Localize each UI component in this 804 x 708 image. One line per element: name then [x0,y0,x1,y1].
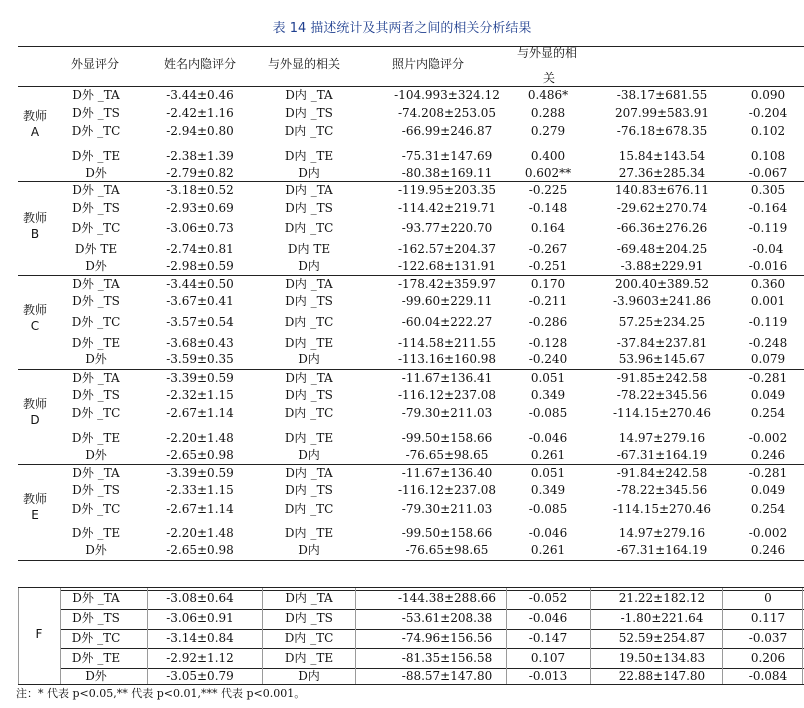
name-implicit-cell: -3.08±0.64 [166,591,234,605]
correlation-2-cell: -0.016 [748,259,788,273]
photo-score-cell: -78.22±345.56 [616,483,708,497]
group-separator [18,181,804,182]
correlation-2-cell: 0.206 [750,651,786,665]
photo-implicit-cell: -74.96±156.56 [401,631,493,645]
photo-implicit-cell: -99.60±229.11 [401,294,493,308]
correlation-1-cell: -0.052 [528,591,568,605]
explicit-cell: D外 _TA [72,183,120,197]
group-label: 教师 D [22,397,47,427]
correlation-2-cell: 0.001 [750,294,786,308]
row-separator-light [60,609,804,610]
implicit-label-cell: D内 _TC [284,502,334,516]
correlation-2-cell: -0.281 [748,371,788,385]
correlation-2-cell: -0.248 [748,336,788,350]
implicit-label-cell: D内 _TA [285,88,333,102]
name-implicit-cell: -2.32±1.15 [166,388,234,402]
implicit-label-cell: D内 TE [287,242,331,256]
photo-implicit-cell: -79.30±211.03 [401,502,493,516]
photo-score-cell: -91.84±242.58 [616,466,708,480]
correlation-1-cell: -0.046 [528,526,568,540]
photo-implicit-cell: -79.30±211.03 [401,406,493,420]
name-implicit-cell: -3.06±0.91 [166,611,234,625]
header-photo-implicit-score: 照片内隐评分 [392,57,465,71]
name-implicit-cell: -3.06±0.73 [166,221,234,235]
header-explicit-score: 外显评分 [71,57,120,71]
photo-implicit-cell: -119.95±203.35 [397,183,497,197]
name-implicit-cell: -2.42±1.16 [166,106,234,120]
photo-score-cell: -114.15±270.46 [612,502,712,516]
implicit-label-cell: D内 _TS [285,388,333,402]
correlation-2-cell: 0.108 [750,149,786,163]
name-implicit-cell: -2.65±0.98 [166,448,234,462]
name-implicit-cell: -2.98±0.59 [166,259,234,273]
name-implicit-cell: -2.67±1.14 [166,406,234,420]
photo-score-cell: 14.97±279.16 [618,431,706,445]
explicit-cell: D外 [85,669,107,683]
name-implicit-cell: -2.20±1.48 [166,526,234,540]
explicit-cell: D外 _TS [72,611,120,625]
photo-score-cell: -69.48±204.25 [616,242,708,256]
photo-score-cell: -3.9603±241.86 [612,294,712,308]
correlation-2-cell: -0.119 [748,315,788,329]
correlation-1-cell: -0.085 [528,502,568,516]
photo-score-cell: -114.15±270.46 [612,406,712,420]
photo-score-cell: -3.88±229.91 [620,259,704,273]
header-correlation-1: 与外显的相关 [268,57,341,71]
explicit-cell: D外 _TA [72,591,120,605]
photo-score-cell: 14.97±279.16 [618,526,706,540]
photo-score-cell: -37.84±237.81 [616,336,708,350]
correlation-2-cell: 0.246 [750,543,786,557]
correlation-1-cell: -0.128 [528,336,568,350]
correlation-2-cell: 0.079 [750,352,786,366]
name-implicit-cell: -3.44±0.46 [166,88,234,102]
name-implicit-cell: -3.67±0.41 [166,294,234,308]
explicit-cell: D外 TE [74,242,118,256]
group-separator [18,369,804,370]
correlation-1-cell: 0.051 [530,466,566,480]
correlation-2-cell: 0.254 [750,406,786,420]
group-label: 教师 E [22,492,47,522]
group-separator [18,275,804,276]
correlation-2-cell: 0.049 [750,483,786,497]
implicit-label-cell: D内 _TE [284,431,334,445]
name-implicit-cell: -3.14±0.84 [166,631,234,645]
implicit-label-cell: D内 [298,669,320,683]
correlation-2-cell: 0 [764,591,772,605]
table-header [0,0,804,90]
photo-implicit-cell: -75.31±147.69 [401,149,493,163]
explicit-cell: D外 [85,166,107,180]
implicit-label-cell: D内 _TA [285,371,333,385]
implicit-label-cell: D内 _TA [285,591,333,605]
correlation-2-cell: 0.049 [750,388,786,402]
correlation-1-cell: 0.261 [530,448,566,462]
photo-score-cell: 27.36±285.34 [618,166,706,180]
correlation-1-cell: -0.085 [528,406,568,420]
name-implicit-cell: -3.18±0.52 [166,183,234,197]
explicit-cell: D外 _TC [71,124,121,138]
correlation-2-cell: -0.119 [748,221,788,235]
implicit-label-cell: D内 _TS [285,201,333,215]
correlation-2-cell: 0.102 [750,124,786,138]
correlation-1-cell: -0.240 [528,352,568,366]
column-divider [18,588,19,684]
implicit-label-cell: D内 [298,448,320,462]
column-divider [262,588,263,684]
implicit-label-cell: D内 _TE [284,526,334,540]
photo-implicit-cell: -66.99±246.87 [401,124,493,138]
explicit-cell: D外 _TC [71,406,121,420]
photo-implicit-cell: -81.35±156.58 [401,651,493,665]
explicit-cell: D外 _TS [72,106,120,120]
photo-score-cell: 19.50±134.83 [618,651,706,665]
correlation-1-cell: 0.400 [530,149,566,163]
implicit-label-cell: D内 [298,166,320,180]
correlation-1-cell: 0.170 [530,277,566,291]
photo-score-cell: -67.31±164.19 [616,448,708,462]
correlation-1-cell: -0.013 [528,669,568,683]
implicit-label-cell: D内 [298,259,320,273]
explicit-cell: D外 _TS [72,201,120,215]
explicit-cell: D外 [85,448,107,462]
name-implicit-cell: -2.93±0.69 [166,201,234,215]
explicit-cell: D外 _TS [72,388,120,402]
header-correlation-2-line1: 与外显的相 [517,46,578,60]
explicit-cell: D外 _TS [72,294,120,308]
photo-implicit-cell: -99.50±158.66 [401,526,493,540]
correlation-1-cell: -0.046 [528,431,568,445]
photo-implicit-cell: -93.77±220.70 [401,221,493,235]
implicit-label-cell: D内 _TC [284,221,334,235]
explicit-cell: D外 _TE [71,526,121,540]
name-implicit-cell: -2.38±1.39 [166,149,234,163]
correlation-1-cell: -0.267 [528,242,568,256]
correlation-2-cell: -0.037 [748,631,788,645]
correlation-1-cell: 0.051 [530,371,566,385]
name-implicit-cell: -2.74±0.81 [166,242,234,256]
name-implicit-cell: -3.44±0.50 [166,277,234,291]
correlation-1-cell: 0.107 [530,651,566,665]
photo-implicit-cell: -122.68±131.91 [397,259,497,273]
implicit-label-cell: D内 _TC [284,631,334,645]
column-divider [590,588,591,684]
photo-implicit-cell: -144.38±288.66 [397,591,497,605]
correlation-2-cell: -0.002 [748,526,788,540]
photo-implicit-cell: -60.04±222.27 [401,315,493,329]
photo-implicit-cell: -162.57±204.37 [397,242,497,256]
column-divider [147,588,148,684]
name-implicit-cell: -2.65±0.98 [166,543,234,557]
implicit-label-cell: D内 _TE [284,336,334,350]
photo-score-cell: -78.22±345.56 [616,388,708,402]
name-implicit-cell: -2.33±1.15 [166,483,234,497]
name-implicit-cell: -3.59±0.35 [166,352,234,366]
explicit-cell: D外 _TA [72,371,120,385]
correlation-2-cell: 0.246 [750,448,786,462]
explicit-cell: D外 _TA [72,466,120,480]
implicit-label-cell: D内 _TC [284,315,334,329]
group-label: F [35,627,43,641]
photo-score-cell: 21.22±182.12 [618,591,706,605]
photo-score-cell: 22.88±147.80 [618,669,706,683]
implicit-label-cell: D内 _TA [285,277,333,291]
table-title: 表 14 描述统计及其两者之间的相关分析结果 [272,21,532,36]
header-name-implicit-score: 姓名内隐评分 [164,57,237,71]
implicit-label-cell: D内 _TS [285,294,333,308]
implicit-label-cell: D内 [298,352,320,366]
correlation-1-cell: 0.279 [530,124,566,138]
column-divider [355,588,356,684]
photo-score-cell: 52.59±254.87 [618,631,706,645]
correlation-2-cell: -0.067 [748,166,788,180]
photo-implicit-cell: -11.67±136.40 [401,466,493,480]
explicit-cell: D外 _TE [71,651,121,665]
name-implicit-cell: -3.05±0.79 [166,669,234,683]
name-implicit-cell: -2.79±0.82 [166,166,234,180]
correlation-1-cell: 0.349 [530,388,566,402]
correlation-2-cell: 0.117 [750,611,786,625]
name-implicit-cell: -2.94±0.80 [166,124,234,138]
photo-score-cell: 57.25±234.25 [618,315,706,329]
column-divider [60,588,61,684]
photo-score-cell: -66.36±276.26 [616,221,708,235]
correlation-1-cell: 0.288 [530,106,566,120]
implicit-label-cell: D内 _TA [285,183,333,197]
implicit-label-cell: D内 _TE [284,149,334,163]
column-divider [802,588,803,684]
explicit-cell: D外 _TC [71,502,121,516]
photo-implicit-cell: -76.65±98.65 [405,543,489,557]
photo-implicit-cell: -178.42±359.97 [397,277,497,291]
photo-score-cell: -29.62±270.74 [616,201,708,215]
table-top-rule [18,46,804,47]
name-implicit-cell: -3.57±0.54 [166,315,234,329]
correlation-2-cell: 0.090 [750,88,786,102]
name-implicit-cell: -2.20±1.48 [166,431,234,445]
implicit-label-cell: D内 _TS [285,483,333,497]
implicit-label-cell: D内 _TS [285,106,333,120]
implicit-label-cell: D内 _TC [284,406,334,420]
photo-implicit-cell: -114.42±219.71 [397,201,497,215]
correlation-1-cell: -0.225 [528,183,568,197]
photo-implicit-cell: -74.208±253.05 [397,106,497,120]
explicit-cell: D外 _TC [71,631,121,645]
correlation-1-cell: 0.349 [530,483,566,497]
name-implicit-cell: -2.67±1.14 [166,502,234,516]
explicit-cell: D外 [85,259,107,273]
correlation-1-cell: 0.164 [530,221,566,235]
photo-score-cell: 207.99±583.91 [614,106,710,120]
name-implicit-cell: -3.39±0.59 [166,466,234,480]
correlation-2-cell: 0.305 [750,183,786,197]
correlation-1-cell: 0.602** [524,166,572,180]
photo-implicit-cell: -53.61±208.38 [401,611,493,625]
column-divider [506,588,507,684]
photo-implicit-cell: -116.12±237.08 [397,483,497,497]
correlation-1-cell: -0.211 [528,294,568,308]
header-bottom-rule [18,86,804,87]
photo-score-cell: 53.96±145.67 [618,352,706,366]
photo-implicit-cell: -11.67±136.41 [401,371,493,385]
group-separator [18,560,804,561]
photo-score-cell: 15.84±143.54 [618,149,706,163]
photo-implicit-cell: -76.65±98.65 [405,448,489,462]
row-separator [60,648,804,649]
correlation-2-cell: -0.084 [748,669,788,683]
row-separator-light [60,629,804,630]
photo-score-cell: -38.17±681.55 [616,88,708,102]
photo-implicit-cell: -80.38±169.11 [401,166,493,180]
implicit-label-cell: D内 [298,543,320,557]
implicit-label-cell: D内 _TS [285,611,333,625]
explicit-cell: D外 [85,543,107,557]
explicit-cell: D外 _TA [72,277,120,291]
photo-implicit-cell: -113.16±160.98 [397,352,497,366]
explicit-cell: D外 _TS [72,483,120,497]
photo-implicit-cell: -99.50±158.66 [401,431,493,445]
implicit-label-cell: D内 _TE [284,651,334,665]
correlation-1-cell: 0.486* [527,88,569,102]
photo-implicit-cell: -88.57±147.80 [401,669,493,683]
explicit-cell: D外 _TC [71,221,121,235]
correlation-1-cell: 0.261 [530,543,566,557]
header-correlation-2-line2: 关 [543,71,556,85]
photo-implicit-cell: -114.58±211.55 [397,336,497,350]
correlation-2-cell: -0.281 [748,466,788,480]
implicit-label-cell: D内 _TC [284,124,334,138]
group-label: 教师 C [22,303,47,333]
correlation-2-cell: -0.002 [748,431,788,445]
photo-score-cell: -91.85±242.58 [616,371,708,385]
correlation-2-cell: 0.254 [750,502,786,516]
group-separator [18,587,804,588]
photo-score-cell: 200.40±389.52 [614,277,710,291]
name-implicit-cell: -3.68±0.43 [166,336,234,350]
correlation-1-cell: -0.147 [528,631,568,645]
name-implicit-cell: -2.92±1.12 [166,651,234,665]
group-label: 教师 B [22,211,47,241]
correlation-1-cell: -0.251 [528,259,568,273]
table-footnote: 注：* 代表 p<0.05,** 代表 p<0.01,*** 代表 p<0.001。 [16,687,306,700]
explicit-cell: D外 _TA [72,88,120,102]
explicit-cell: D外 [85,352,107,366]
explicit-cell: D外 _TE [71,431,121,445]
correlation-2-cell: -0.164 [748,201,788,215]
explicit-cell: D外 _TE [71,149,121,163]
correlation-1-cell: -0.286 [528,315,568,329]
group-label: 教师 A [22,109,47,139]
correlation-2-cell: 0.360 [750,277,786,291]
group-separator [18,464,804,465]
photo-implicit-cell: -104.993±324.12 [394,88,500,102]
explicit-cell: D外 _TC [71,315,121,329]
photo-implicit-cell: -116.12±237.08 [397,388,497,402]
correlation-2-cell: -0.04 [752,242,784,256]
correlation-1-cell: -0.148 [528,201,568,215]
column-divider [722,588,723,684]
implicit-label-cell: D内 _TA [285,466,333,480]
explicit-cell: D外 _TE [71,336,121,350]
photo-score-cell: -76.18±678.35 [616,124,708,138]
photo-score-cell: -67.31±164.19 [616,543,708,557]
correlation-2-cell: -0.204 [748,106,788,120]
name-implicit-cell: -3.39±0.59 [166,371,234,385]
correlation-1-cell: -0.046 [528,611,568,625]
photo-score-cell: -1.80±221.64 [620,611,704,625]
photo-score-cell: 140.83±676.11 [614,183,710,197]
